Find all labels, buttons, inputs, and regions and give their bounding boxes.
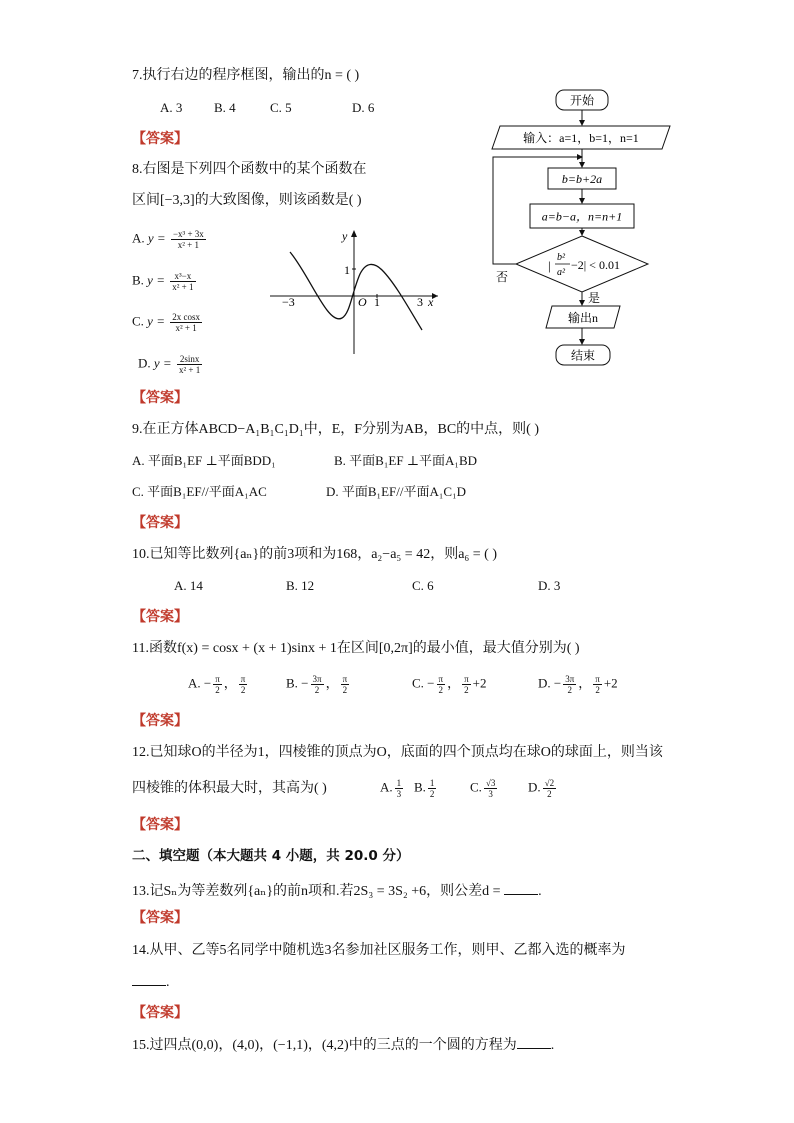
q8-function-graph	[262, 226, 444, 356]
q8-option-b: B. y = $\frac{\text{x³−x}}{\text{x² + 1}}$	[132, 271, 194, 292]
section-2-heading: 二、填空题（本大题共 4 小题，共 20.0 分）	[132, 848, 410, 864]
q14-blank-line: .	[132, 973, 170, 992]
q12-stem-line1: 12.已知球O的半径为1，四棱锥的顶点为O，底面的四个顶点均在球O的球面上，则当该	[132, 745, 663, 760]
q15-stem: 15.过四点(0,0)，(4,0)，(−1,1)，(4,2)中的三点的一个圆的方程为 .	[132, 1038, 555, 1053]
flow-cond-rest: −2| < 0.01	[571, 258, 620, 272]
q10-answer-label: 【答案】	[132, 609, 188, 625]
y-axis-label: y	[342, 229, 348, 243]
q7-stem: 7.执行右边的程序框图，输出的n = ( )	[132, 68, 360, 83]
tick-label-neg3: −3	[282, 295, 295, 309]
q11-answer-label: 【答案】	[132, 713, 188, 729]
tick-label-y1: 1	[344, 263, 350, 277]
program-flowchart	[490, 85, 672, 369]
q11-option-d: D. − $\frac{3\pi}{2}$ ， $\frac{\pi}{2}$ +2	[538, 674, 618, 695]
flow-step2-label: a=b−a，n=n+1	[541, 209, 623, 224]
q13-answer-label: 【答案】	[132, 910, 188, 926]
q15-blank[interactable]	[517, 1036, 551, 1049]
q7-option-a: A. 3	[160, 100, 183, 115]
flow-cond-den: a²	[557, 267, 565, 278]
tick-label-3: 3	[417, 295, 423, 309]
q10-option-c: C. 6	[412, 578, 434, 593]
flow-no-label: 否	[496, 270, 509, 284]
flow-input-label: 输入：a=1，b=1，n=1	[523, 131, 639, 145]
q7-answer-label: 【答案】	[132, 131, 188, 147]
q9-option-c: C. 平面B₁EF//平面A₁AC	[132, 484, 267, 499]
q11-option-c: C. − $\frac{\pi}{2}$ ， $\frac{\pi}{2}$ +2	[412, 674, 487, 695]
q14-stem: 14.从甲、乙等5名同学中随机选3名参加社区服务工作，则甲、乙都入选的概率为	[132, 943, 626, 958]
q14-answer-label: 【答案】	[132, 1005, 188, 1021]
y-axis-arrow	[351, 230, 357, 237]
flow-start-label: 开始	[569, 93, 595, 108]
q14-blank[interactable]	[132, 973, 166, 986]
q8-option-a: A. y = $\frac{\text{−x³ + 3x}}{\text{x² + 1}}$	[132, 229, 204, 250]
q7-option-c: C. 5	[270, 100, 292, 115]
q12-option-d: D. $\frac{√2}{2}$	[528, 778, 555, 799]
q12-answer-label: 【答案】	[132, 817, 188, 833]
flow-step1-label: b=b+2a	[561, 172, 603, 186]
flow-cond-num: b²	[557, 252, 565, 263]
q12-stem-line2: 四棱锥的体积最大时，其高为( )	[132, 781, 327, 796]
q10-option-b: B. 12	[286, 578, 315, 593]
q8-option-c: C. y = $\frac{\text{2x cosx}}{\text{x² + 1}}$	[132, 312, 200, 333]
q12-option-b: B. $\frac{1}{2}$	[414, 778, 435, 799]
q8-stem-line1: 8.右图是下列四个函数中的某个函数在	[132, 162, 367, 177]
q7-option-d: D. 6	[352, 100, 375, 115]
q9-answer-label: 【答案】	[132, 515, 188, 531]
q12-option-a: A. $\frac{1}{3}$	[380, 778, 402, 799]
function-curve	[290, 252, 422, 330]
q10-option-d: D. 3	[538, 578, 561, 593]
q10-option-a: A. 14	[174, 578, 203, 593]
flow-cond-open: |	[548, 258, 551, 273]
q11-option-b: B. − $\frac{3\pi}{2}$ ， $\frac{\pi}{2}$	[286, 674, 348, 695]
q11-option-a: A. − $\frac{\pi}{2}$ ， $\frac{\pi}{2}$	[188, 674, 246, 695]
q13-blank[interactable]	[504, 882, 538, 895]
q9-option-a: A. 平面B₁EF ⊥平面BDD₁	[132, 453, 276, 468]
q9-stem: 9.在正方体ABCD−A₁B₁C₁D₁中，E，F分别为AB，BC的中点，则( )	[132, 422, 539, 437]
tick-label-1: 1	[374, 295, 380, 309]
q10-stem: 10.已知等比数列{aₙ}的前3项和为168，a₂−a₅ = 42，则a₆ = ( )	[132, 547, 498, 562]
flow-yes-label: 是	[588, 291, 601, 305]
q9-option-d: D. 平面B₁EF//平面A₁C₁D	[326, 484, 466, 499]
q7-option-b: B. 4	[214, 100, 236, 115]
flow-output-label: 输出n	[567, 311, 599, 325]
origin-label: O	[358, 295, 367, 309]
q8-answer-label: 【答案】	[132, 390, 188, 406]
q9-option-b: B. 平面B₁EF ⊥平面A₁BD	[334, 453, 478, 468]
x-axis-label: x	[428, 295, 434, 309]
flow-end-label: 结束	[570, 348, 596, 363]
q8-option-d: D. y = $\frac{2\sin x}{\text{x² + 1}}$	[138, 354, 201, 375]
q11-stem: 11.函数f(x) = cosx + (x + 1)sinx + 1在区间[0,2π]的最小值，最大值分别为( )	[132, 641, 580, 656]
q12-option-c: C. $\frac{√3}{3}$	[470, 778, 496, 799]
q8-stem-line2: 区间[−3,3]的大致图像，则该函数是( )	[132, 193, 362, 208]
q13-stem: 13.记Sₙ为等差数列{aₙ}的前n项和.若2S₃ = 3S₂ +6，则公差d = .	[132, 884, 542, 899]
